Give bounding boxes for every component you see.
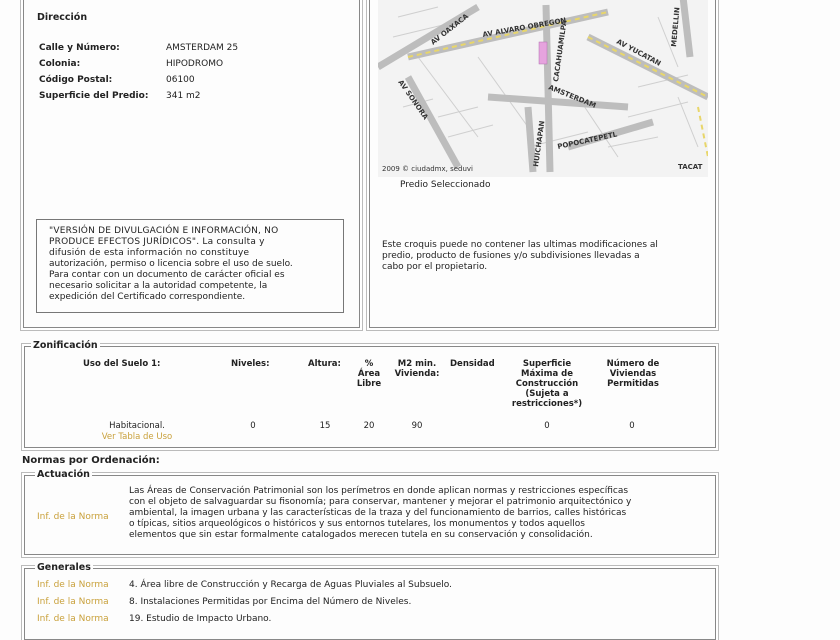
generales-section	[24, 562, 716, 640]
actuacion-line: elementos que sin estar formalmente catalogados merecen tutela en su conservación y consolidación.	[129, 530, 593, 540]
disclaimer-line: expedición del Certificado correspondiente.	[49, 292, 246, 302]
header-densidad: Densidad	[450, 359, 495, 369]
uso-value: Habitacional.	[109, 421, 165, 431]
disclaimer-line: autorización, permiso o licencia sobre el uso de suelo.	[49, 259, 293, 269]
viviendas-value: 0	[629, 421, 635, 431]
street-label: AMSTERDAM	[547, 83, 598, 110]
direccion-heading: Dirección	[37, 12, 88, 23]
street-label: AV ALVARO OBREGON	[481, 16, 567, 39]
codigo-postal-label: Código Postal:	[39, 75, 113, 85]
actuacion-line: ambiental, la imagen urbana y las características de la traza y del funcionamiento de barrios, calles históricas	[129, 508, 627, 518]
street-label: AV YUCATAN	[615, 37, 663, 68]
header-viviendas: Número de Viviendas Permitidas	[606, 359, 660, 389]
codigo-postal-value: 06100	[166, 75, 195, 85]
map-note-line: cabo por el propietario.	[382, 262, 488, 272]
calle-value: AMSTERDAM 25	[166, 43, 239, 53]
actuacion-title: Actuación	[37, 469, 90, 480]
superficie-value: 0	[544, 421, 550, 431]
map-note-line: predio, producto de fusiones y/o subdivisiones llevadas a	[382, 251, 640, 261]
actuacion-norma-link[interactable]: Inf. de la Norma	[37, 512, 109, 522]
generales-title: Generales	[37, 562, 91, 573]
disclaimer-line: necesario solicitar a la autoridad competente, la	[49, 281, 268, 291]
header-niveles: Niveles:	[231, 359, 270, 369]
header-m2-min: M2 min. Vivienda:	[394, 359, 440, 379]
map-note-line: Este croquis puede no contener las ultimas modificaciones al	[382, 240, 658, 250]
zonificacion-title: Zonificación	[33, 340, 98, 351]
header-area-libre: % Área Libre	[356, 359, 382, 389]
selected-lot	[539, 42, 547, 64]
colonia-label: Colonia:	[39, 59, 81, 69]
header-superficie: Superficie Máxima de Construcción (Sujeta a restricciones*)	[511, 359, 583, 409]
generales-item-text: 8. Instalaciones Permitidas por Encima del Número de Niveles.	[129, 597, 412, 607]
generales-norma-link[interactable]: Inf. de la Norma	[37, 580, 109, 590]
actuacion-line: Las Áreas de Conservación Patrimonial son los perímetros en donde aplican normas y restricciones específicas	[129, 486, 629, 496]
superficie-label: Superficie del Predio:	[39, 91, 149, 101]
generales-item-text: 19. Estudio de Impacto Urbano.	[129, 614, 272, 624]
actuacion-section	[24, 469, 716, 555]
actuacion-line: con el objeto de salvaguardar su fisonomía; para conservar, mantener y mejorar el patrimonio arquitectónico y	[129, 497, 632, 507]
map-caption: Predio Seleccionado	[400, 180, 491, 190]
header-uso-suelo: Uso del Suelo 1:	[83, 359, 161, 369]
disclaimer-line: "VERSIÓN DE DIVULGACIÓN E INFORMACIÓN, NO	[49, 226, 279, 236]
street-label: MEDELLIN	[670, 6, 682, 48]
calle-label: Calle y Número:	[39, 43, 120, 53]
disclaimer-line: Para contar con un documento de carácter oficial es	[49, 270, 285, 280]
header-altura: Altura:	[308, 359, 341, 369]
street-label: POPOCATEPETL	[556, 130, 618, 151]
generales-norma-link[interactable]: Inf. de la Norma	[37, 614, 109, 624]
colonia-value: HIPODROMO	[166, 59, 224, 69]
location-map	[378, 0, 708, 177]
generales-item-text: 4. Área libre de Construcción y Recarga de Aguas Pluviales al Subsuelo.	[129, 580, 452, 590]
disclaimer-line: PRODUCE EFECTOS JURÍDICOS". La consulta y	[49, 237, 265, 247]
street-label: HUICHAPAN	[532, 120, 547, 168]
normas-heading: Normas por Ordenación:	[22, 455, 160, 466]
altura-value: 15	[319, 421, 331, 431]
map-credit: 2009 © ciudadmx, seduvi	[382, 165, 474, 173]
superficie-value: 341 m2	[166, 91, 201, 101]
disclaimer-line: difusión de esta información no constituye	[49, 248, 250, 258]
generales-norma-link[interactable]: Inf. de la Norma	[37, 597, 109, 607]
street-label: CACAHUAMILPA	[552, 19, 569, 83]
zonificacion-section	[24, 340, 716, 448]
niveles-value: 0	[250, 421, 256, 431]
map-panel	[369, 0, 716, 328]
m2-min-value: 90	[411, 421, 423, 431]
disclaimer-box	[36, 219, 344, 313]
street-label: TACAT	[678, 163, 703, 171]
street-label: AV OAXACA	[429, 12, 470, 47]
direccion-panel	[23, 0, 360, 328]
area-libre-value: 20	[363, 421, 375, 431]
ver-tabla-uso-link[interactable]: Ver Tabla de Uso	[101, 432, 173, 442]
actuacion-line: o típicas, sitios arqueológicos o históricos y sus entornos tutelares, los monumentos y todos aquellos	[129, 519, 585, 529]
street-label: AV SONORA	[396, 78, 430, 122]
